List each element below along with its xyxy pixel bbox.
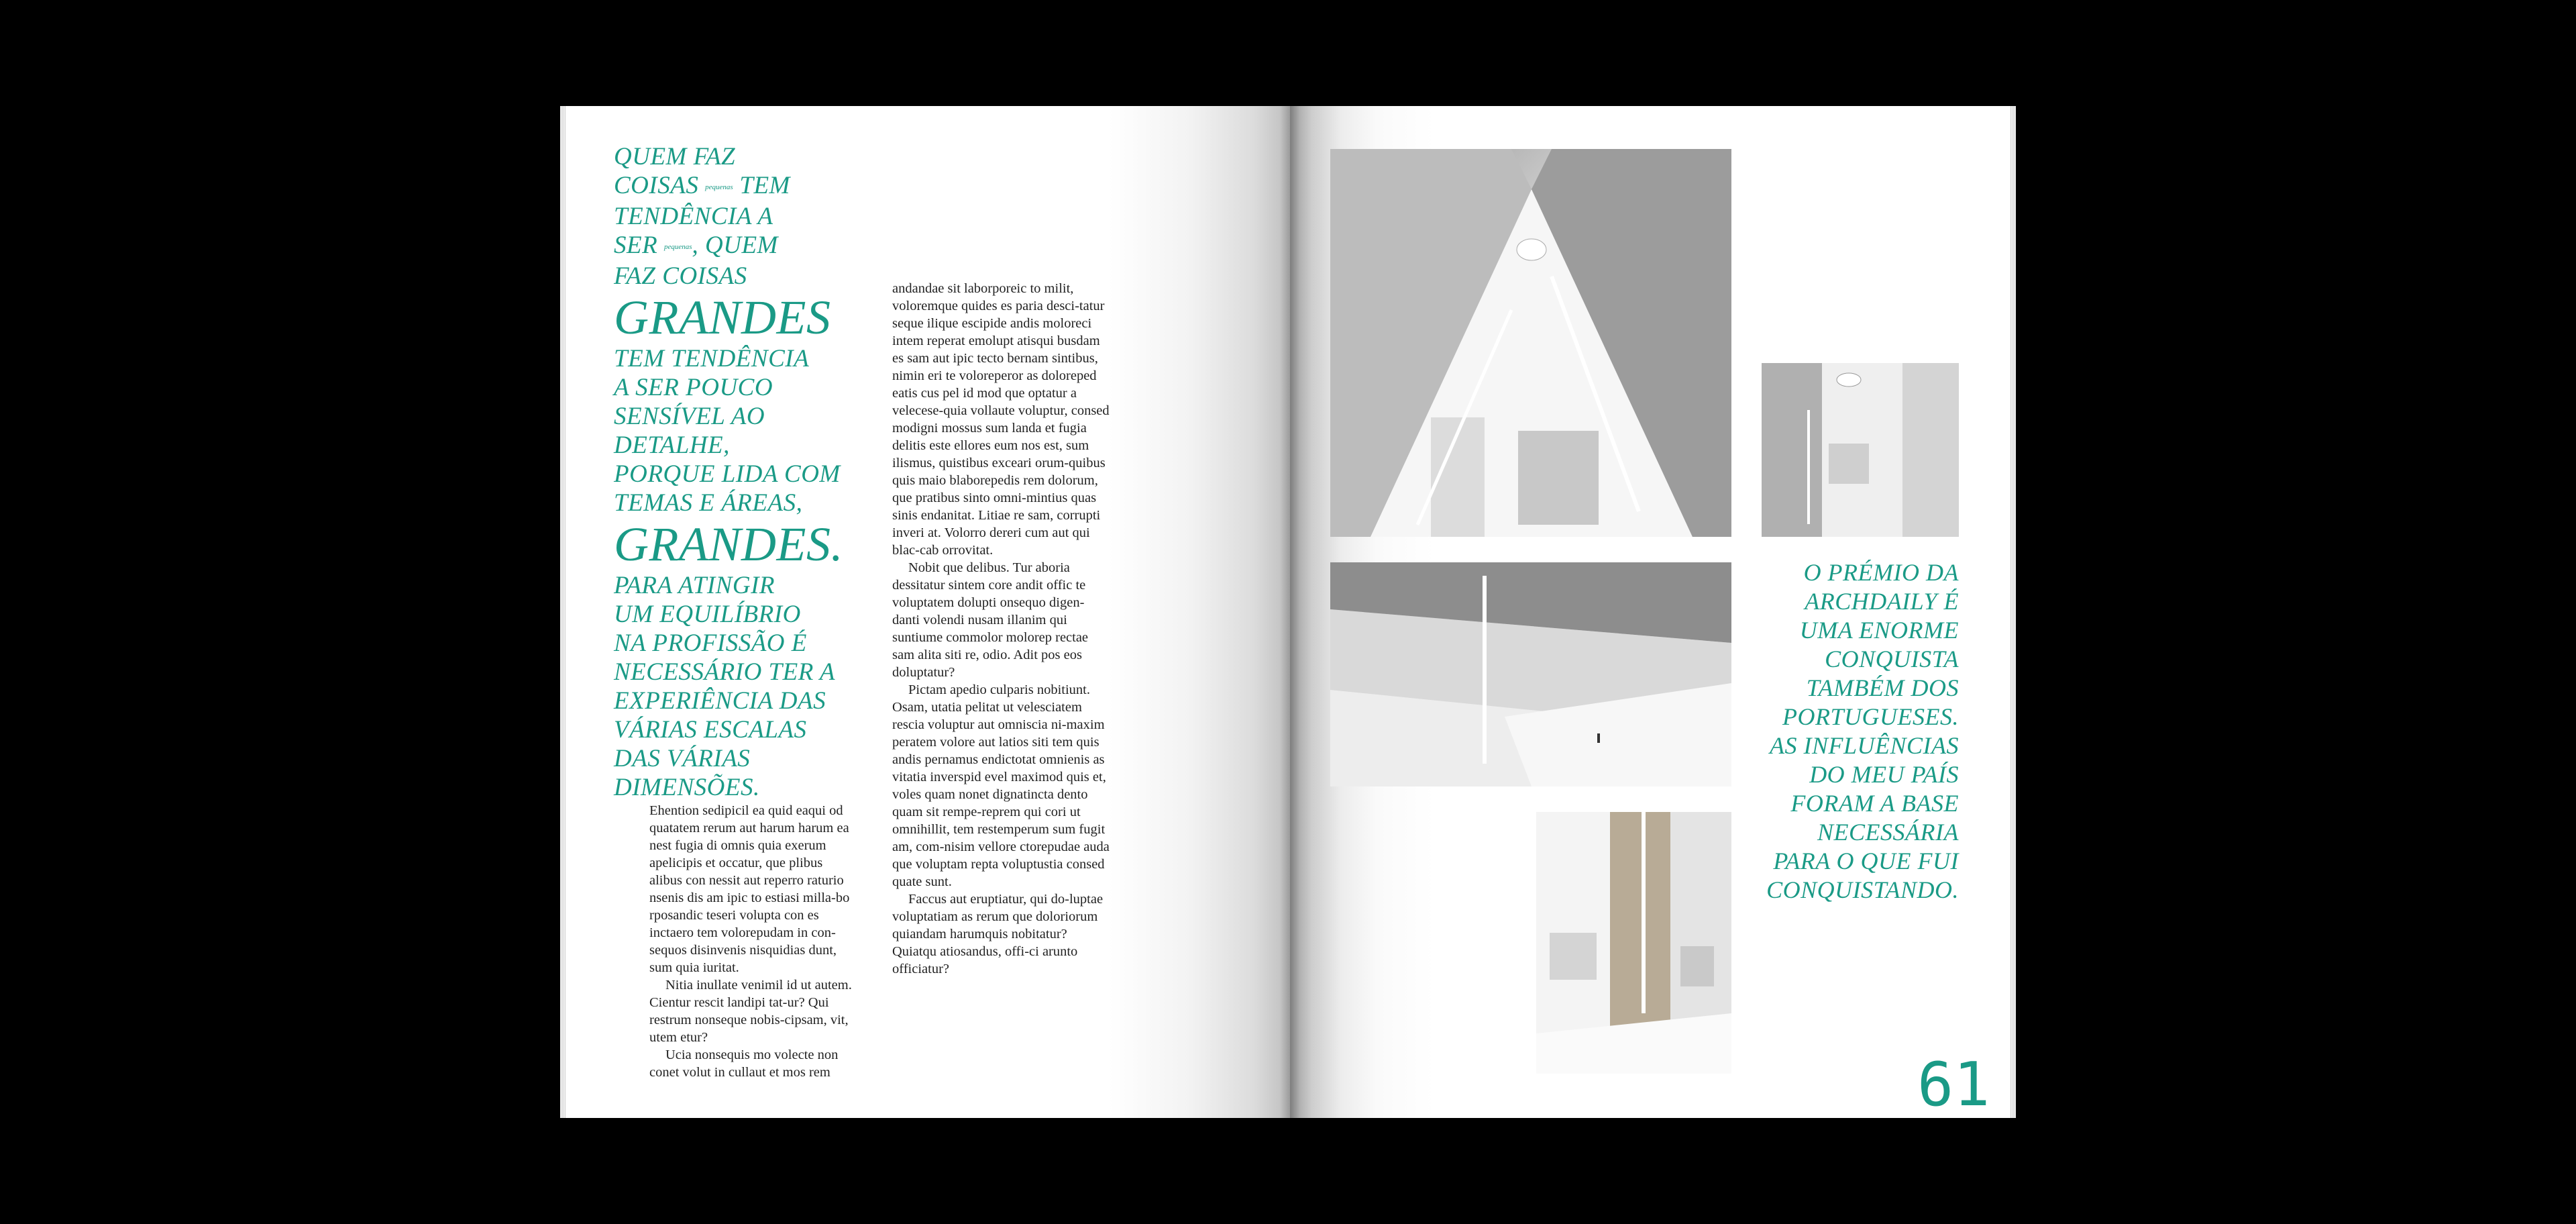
quote-line: TAMBÉM DOS xyxy=(1806,674,1959,701)
architecture-photo-atrium xyxy=(1762,363,1959,537)
quote-line: UMA ENORME xyxy=(1799,617,1959,644)
pull-line: PORQUE LIDA COM xyxy=(614,460,841,489)
page-number: 61 xyxy=(1917,1050,1990,1120)
pull-word: , QUEM xyxy=(692,232,778,260)
pull-line-coisas xyxy=(614,171,869,202)
architecture-photo-ramp xyxy=(1330,562,1731,786)
quote-line: AS INFLUÊNCIAS xyxy=(1770,732,1959,759)
pull-line: DAS VÁRIAS xyxy=(614,745,751,773)
body-paragraph: andandae sit laborporeic to milit, voloremque quides es paria desci-tatur seque ilique escipide andis moloreci intem reperat emolupt atisqui busdam es sam aut ipic tecto bernam sintibus, nimin eri te voloreperor as doloreped eatis cus pel id mod que optatur a velecese-quia vollaute voluptur, consed modigni mossus sum landa et fugia delitis este ellores eum nos est, sum ilismus, quistibus exceari orum-quibus quis maio blaborepedis rem dolorum, que pratibus sinto omni-mintius quas sinis endanitat. Litiae re sam, corrupti inveri at. Volorro dereri cum aut qui blac-cab orrovitat. xyxy=(892,281,1110,558)
quote-line: CONQUISTANDO. xyxy=(1766,876,1959,903)
pull-grandes-1: GRANDES xyxy=(614,291,831,345)
quote-line: PARA O QUE FUI xyxy=(1773,848,1959,874)
side-quote xyxy=(1751,558,1959,905)
page-edge-right xyxy=(2010,106,2016,1118)
book-spine-shadow xyxy=(1280,106,1300,1118)
pull-grandes-2: GRANDES. xyxy=(614,517,843,572)
body-paragraph: Faccus aut eruptiatur, qui do-luptae voluptatiam as rerum que doloriorum quiandam harumquis nobitatur? Quiatqu atiosandus, offi-ci arunto officiatur? xyxy=(892,892,1104,976)
pull-line: PARA ATINGIR xyxy=(614,572,775,600)
body-paragraph: Nobit que delibus. Tur aboria dessitatur sintem core andit offic te voluptatem dolupti onsequo digen-danti volendi nusam illanim qui suntiume commolor molorep rectae sam alita siti re, odio. Adit pos eos doluptatur? xyxy=(892,560,1089,680)
quote-line: PORTUGUESES. xyxy=(1782,703,1959,730)
pull-line: NA PROFISSÃO É xyxy=(614,629,807,658)
pull-line: TEM TENDÊNCIA xyxy=(614,345,810,373)
pull-word: TEM xyxy=(739,172,790,199)
pull-line: SENSÍVEL AO xyxy=(614,403,765,431)
architecture-photo-skylight xyxy=(1330,149,1731,537)
pull-line: EXPERIÊNCIA DAS xyxy=(614,687,826,715)
pull-line: TENDÊNCIA A xyxy=(614,203,773,231)
quote-line: DO MEU PAÍS xyxy=(1809,761,1959,788)
pull-line-ser xyxy=(614,231,869,262)
quote-line: O PRÉMIO DA xyxy=(1803,559,1959,586)
body-paragraph: Ehention sedipicil ea quid eaqui od quatatem rerum aut harum harum ea nest fugia di omnis quia exerum apelicipis et occatur, que plibus alibus con nessit aut reperro raturio nsenis dis am ipic to estiasi milla-bo rposandic teseri volupta con es inctaero tem volorepudam in con-sequos disinvenis nisquidias dunt, sum quia iuritat. xyxy=(649,803,850,975)
pull-line: DETALHE, xyxy=(614,431,730,460)
pull-line: VÁRIAS ESCALAS xyxy=(614,716,807,744)
pull-line: TEMAS E ÁREAS, xyxy=(614,489,803,517)
pull-quote xyxy=(614,142,869,802)
pull-line: QUEM FAZ xyxy=(614,143,736,170)
pull-word: SER xyxy=(614,232,658,260)
architecture-photo-lightwell xyxy=(1536,812,1731,1074)
pull-line: DIMENSÕES. xyxy=(614,774,760,802)
pull-line: UM EQUILÍBRIO xyxy=(614,601,801,629)
quote-line: CONQUISTA xyxy=(1825,646,1959,672)
page-edge-left xyxy=(560,106,566,1118)
pull-line: FAZ COISAS xyxy=(614,262,747,291)
quote-line: NECESSÁRIA xyxy=(1817,819,1959,846)
pull-tiny-word: pequenas xyxy=(663,243,692,252)
body-paragraph: Pictam apedio culparis nobitiunt. Osam, utatia pelitat ut velesciatem rescia voluptur aut omniscia ni-maxim peratem volore aut latios siti tem quis andis pernamus endictotat omnienis as vitatia inverspid evel maximod quis et, voles quam nonet dignatincta dento quam sit rempe-reprem qui cori ut omnihillit, tem restemperum sum fugit am, com-nisim vellore ctorepudae auda que voluptam repta voluptustia consed quate sunt. xyxy=(892,682,1110,889)
pull-line: A SER POUCO xyxy=(614,374,773,402)
body-column-2 xyxy=(892,280,1110,978)
pull-line: NECESSÁRIO TER A xyxy=(614,658,836,686)
quote-line: ARCHDAILY É xyxy=(1805,588,1959,615)
body-column-1 xyxy=(649,802,857,1081)
quote-line: FORAM A BASE xyxy=(1790,790,1959,817)
pull-word: COISAS xyxy=(614,172,699,199)
body-paragraph: Ucia nonsequis mo volecte non conet volut in cullaut et mos rem xyxy=(649,1048,839,1080)
pull-tiny-word: pequenas xyxy=(705,183,733,192)
body-paragraph: Nitia inullate venimil id ut autem. Cientur rescit landipi tat-ur? Qui restrum nonseque nobis-cipsam, vit, utem etur? xyxy=(649,978,852,1045)
